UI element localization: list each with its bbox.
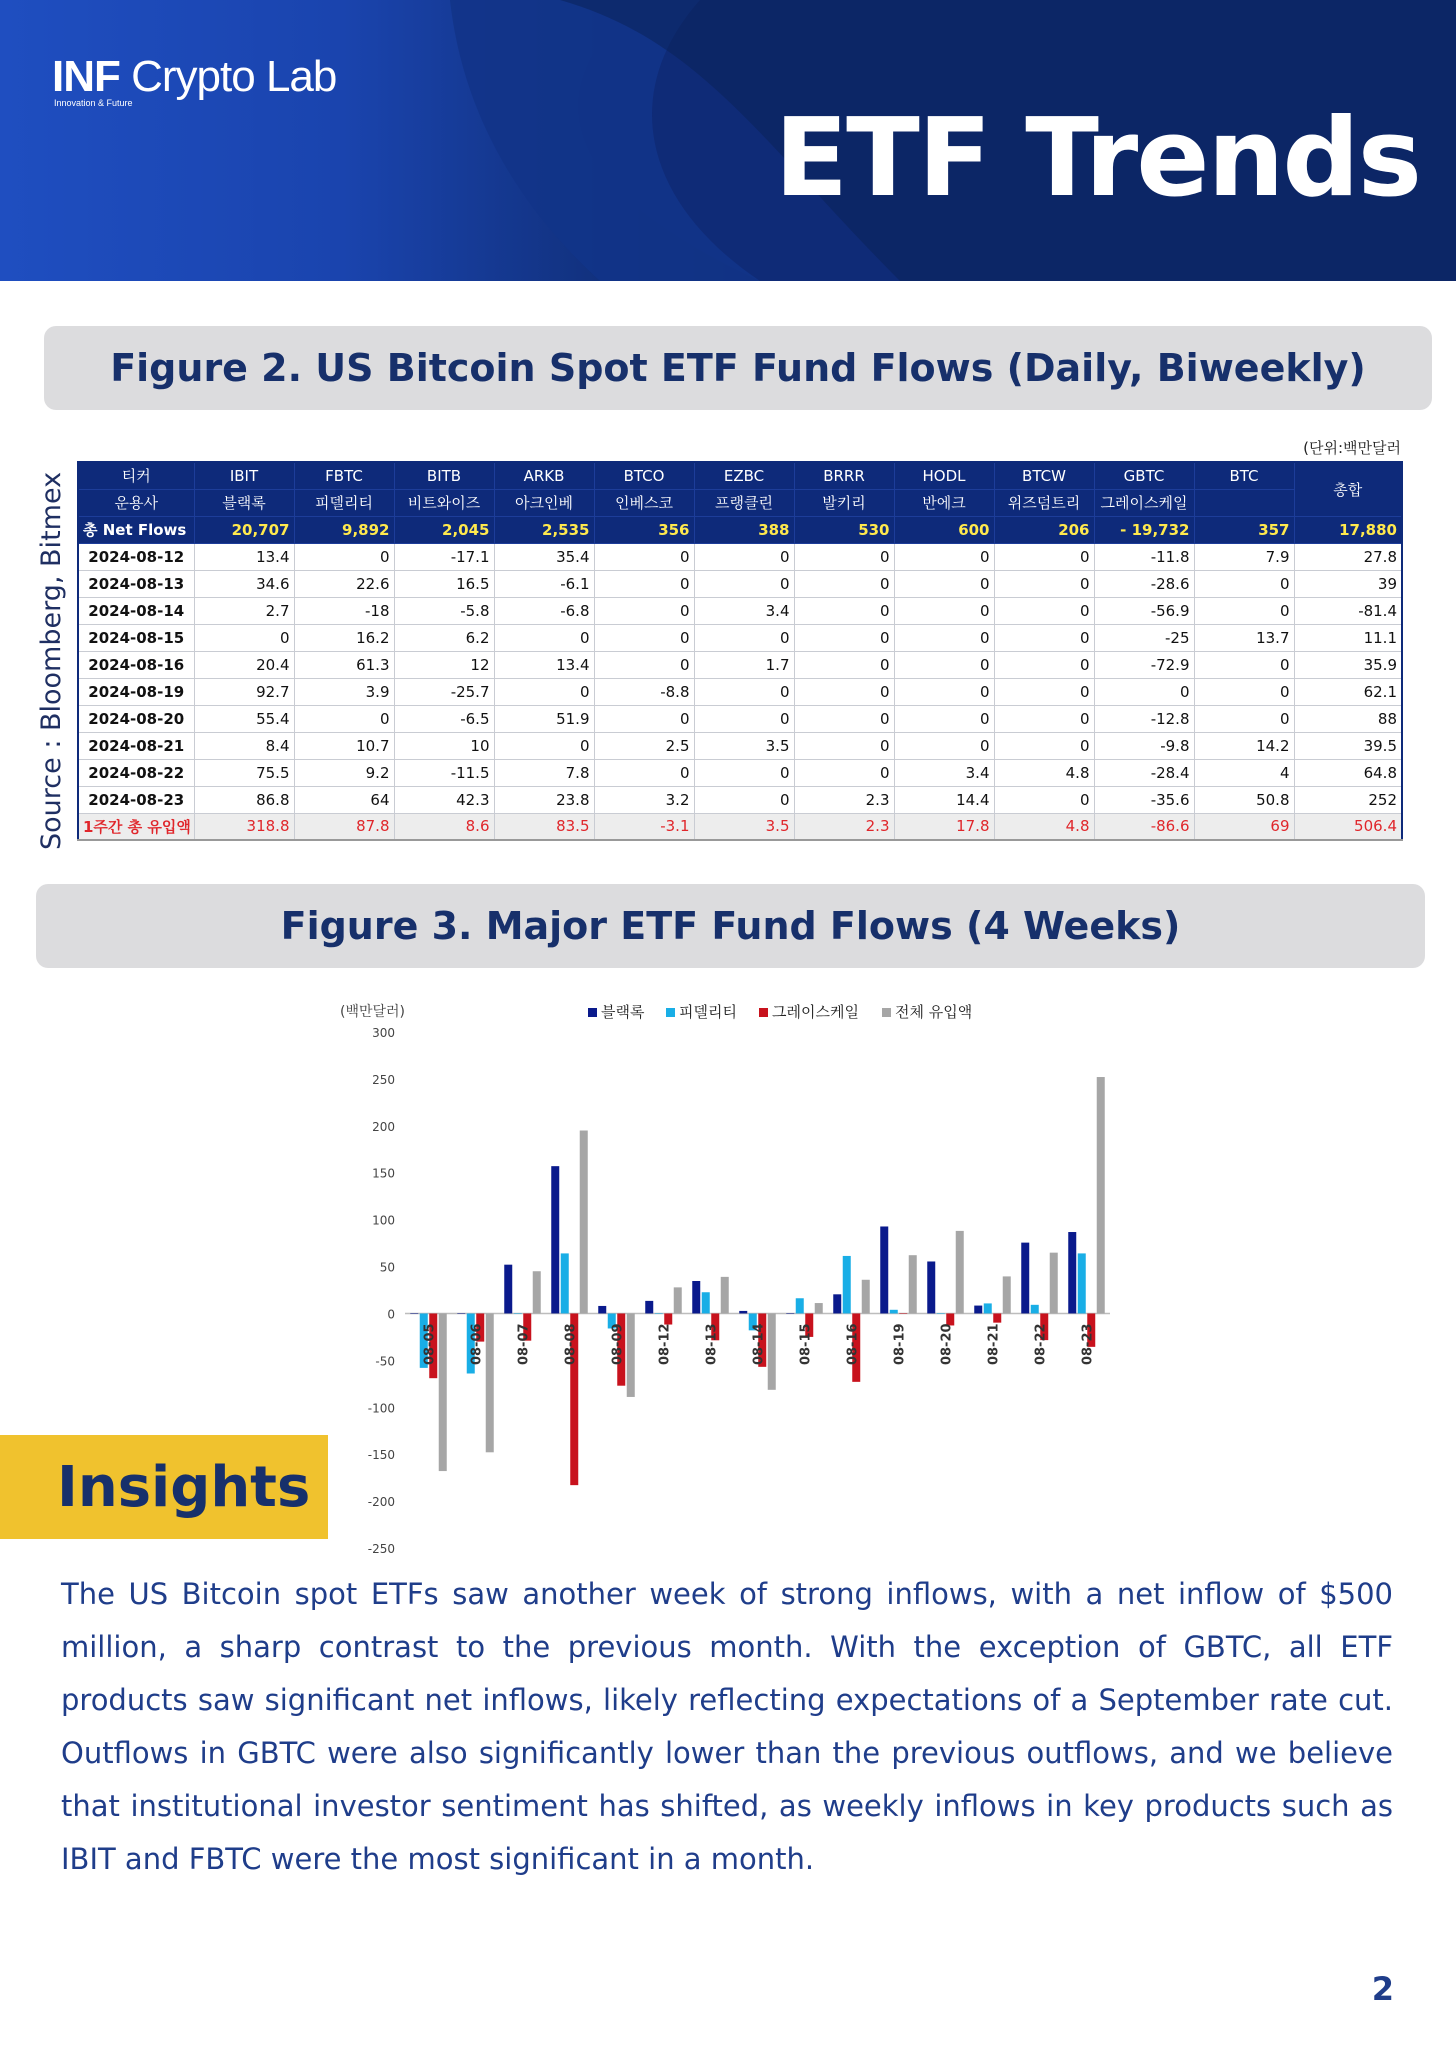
table-cell: 0	[1094, 678, 1194, 705]
table-cell: 86.8	[194, 786, 294, 813]
ticker-header: BTCO	[594, 462, 694, 489]
table-cell: -8.8	[594, 678, 694, 705]
table-cell: 252	[1294, 786, 1402, 813]
table-cell: 0	[994, 570, 1094, 597]
x-tick-label: 08-19	[892, 1323, 908, 1366]
table-cell: 39	[1294, 570, 1402, 597]
table-cell: 0	[994, 678, 1094, 705]
weekly-total-value: 506.4	[1294, 813, 1402, 840]
table-cell: -11.5	[394, 759, 494, 786]
bar	[1021, 1243, 1029, 1314]
table-row	[78, 759, 1402, 786]
table-cell: 3.5	[694, 732, 794, 759]
figure2-title: Figure 2. US Bitcoin Spot ETF Fund Flows (Daily, Biweekly)	[110, 346, 1366, 390]
inf-crypto-lab-logo	[52, 52, 336, 108]
table-cell: 4.8	[994, 759, 1094, 786]
bar	[664, 1313, 672, 1324]
weekly-total-value: 4.8	[994, 813, 1094, 840]
bar	[1050, 1253, 1058, 1314]
legend-swatch	[588, 1008, 597, 1017]
table-cell: -56.9	[1094, 597, 1194, 624]
x-tick-label: 08-21	[986, 1323, 1002, 1366]
ticker-header: BRRR	[794, 462, 894, 489]
y-tick-label: -250	[367, 1542, 395, 1556]
table-cell: 0	[894, 705, 994, 732]
table-row	[78, 678, 1402, 705]
row-date: 2024-08-23	[78, 786, 194, 813]
figure3-title-bar	[36, 884, 1425, 968]
legend-swatch	[666, 1008, 675, 1017]
x-tick-label: 08-06	[469, 1323, 485, 1366]
table-cell: 0	[694, 678, 794, 705]
bar	[815, 1303, 823, 1313]
table-cell: 2.3	[794, 786, 894, 813]
table-cell: 10.7	[294, 732, 394, 759]
table-cell: 14.4	[894, 786, 994, 813]
table-cell: 0	[794, 678, 894, 705]
net-flows-value: - 19,732	[1094, 516, 1194, 543]
table-cell: 7.9	[1194, 543, 1294, 570]
ticker-header: EZBC	[694, 462, 794, 489]
table-cell: 35.4	[494, 543, 594, 570]
ticker-header: IBIT	[194, 462, 294, 489]
x-tick-label: 08-05	[422, 1323, 438, 1366]
bar	[486, 1313, 494, 1452]
bar	[786, 1313, 794, 1314]
net-flows-value: 600	[894, 516, 994, 543]
bar	[833, 1294, 841, 1313]
weekly-total-value: 87.8	[294, 813, 394, 840]
bar	[862, 1280, 870, 1314]
net-flows-value: 388	[694, 516, 794, 543]
ticker-header: HODL	[894, 462, 994, 489]
issuer-header: 발키리	[794, 489, 894, 516]
x-tick-label: 08-14	[751, 1323, 767, 1366]
table-cell: 0	[994, 543, 1094, 570]
table-cell: 0	[594, 570, 694, 597]
weekly-total-value: 8.6	[394, 813, 494, 840]
table-cell: 3.4	[694, 597, 794, 624]
table-cell: 1.7	[694, 651, 794, 678]
table-row	[78, 732, 1402, 759]
weekly-total-value: 17.8	[894, 813, 994, 840]
bar	[627, 1313, 635, 1396]
table-cell: 0	[794, 597, 894, 624]
table-cell: -81.4	[1294, 597, 1402, 624]
row-date: 2024-08-21	[78, 732, 194, 759]
net-flows-value: 356	[594, 516, 694, 543]
logo-inf: INF	[52, 52, 120, 101]
net-flows-label: 총 Net Flows	[78, 516, 194, 543]
table-cell: 12	[394, 651, 494, 678]
table-cell: 75.5	[194, 759, 294, 786]
ticker-row	[78, 462, 1402, 489]
bar	[692, 1281, 700, 1313]
ticker-header: GBTC	[1094, 462, 1194, 489]
header-banner	[0, 0, 1456, 281]
x-tick-label: 08-09	[610, 1323, 626, 1366]
net-flows-value: 17,880	[1294, 516, 1402, 543]
table-cell: 23.8	[494, 786, 594, 813]
table-cell: 64.8	[1294, 759, 1402, 786]
table-cell: 27.8	[1294, 543, 1402, 570]
y-tick-label: 250	[372, 1072, 395, 1087]
table-cell: -28.6	[1094, 570, 1194, 597]
table-cell: 34.6	[194, 570, 294, 597]
weekly-total-value: 318.8	[194, 813, 294, 840]
table-row	[78, 597, 1402, 624]
bar	[1068, 1232, 1076, 1313]
table-cell: 11.1	[1294, 624, 1402, 651]
legend-label: 피델리티	[679, 1003, 737, 1021]
table-cell: 0	[694, 570, 794, 597]
issuer-header: 인베스코	[594, 489, 694, 516]
insights-paragraph: The US Bitcoin spot ETFs saw another week of strong inflows, with a net inflow of $500 million, a sharp contrast to the previous month. With the exception of GBTC, all ETF products saw significant net inflows, likely reflecting expectations of a September rate cut. Outflows in GBTC were also significantly lower than the previous outflows, and we believe that institutional investor sentiment has shifted, as weekly inflows in key products such as IBIT and FBTC were the most significant in a month.	[61, 1577, 1393, 1876]
table-cell: 0	[494, 624, 594, 651]
ticker-header: BITB	[394, 462, 494, 489]
logo-crypto-lab: Crypto Lab	[131, 52, 337, 101]
bar	[739, 1311, 747, 1314]
net-flows-value: 2,535	[494, 516, 594, 543]
legend-label: 블랙록	[601, 1003, 645, 1021]
legend-swatch	[759, 1008, 768, 1017]
table-cell: 0	[994, 597, 1094, 624]
table-cell: 0	[194, 624, 294, 651]
table-cell: 0	[794, 705, 894, 732]
table-row	[78, 705, 1402, 732]
figure2-title-bar	[44, 326, 1432, 410]
y-tick-label: -50	[375, 1354, 395, 1369]
table-cell: -9.8	[1094, 732, 1194, 759]
table-row	[78, 624, 1402, 651]
y-tick-label: 200	[372, 1119, 395, 1134]
row-date: 2024-08-19	[78, 678, 194, 705]
weekly-total-value: 69	[1194, 813, 1294, 840]
x-tick-label: 08-13	[704, 1323, 720, 1366]
weekly-total-label: 1주간 총 유입액	[78, 813, 194, 840]
logo-tagline: Innovation & Future	[54, 98, 133, 108]
net-flows-value: 530	[794, 516, 894, 543]
bar	[655, 1313, 663, 1314]
issuer-header: 블랙록	[194, 489, 294, 516]
bar	[880, 1226, 888, 1313]
net-flows-value: 206	[994, 516, 1094, 543]
table-cell: 0	[794, 570, 894, 597]
x-tick-label: 08-20	[939, 1323, 955, 1366]
table-cell: 55.4	[194, 705, 294, 732]
etf-flows-table	[77, 461, 1403, 841]
table-cell: 0	[494, 678, 594, 705]
bar	[927, 1261, 935, 1313]
bar	[768, 1313, 776, 1389]
table-cell: 50.8	[1194, 786, 1294, 813]
table-cell: 0	[994, 624, 1094, 651]
y-tick-label: 100	[372, 1213, 395, 1228]
row-date: 2024-08-16	[78, 651, 194, 678]
net-flows-value: 2,045	[394, 516, 494, 543]
bar	[504, 1265, 512, 1314]
table-cell: 0	[594, 651, 694, 678]
bar	[702, 1292, 710, 1313]
table-cell: 88	[1294, 705, 1402, 732]
figure3-title: Figure 3. Major ETF Fund Flows (4 Weeks)	[280, 904, 1181, 948]
net-flows-value: 357	[1194, 516, 1294, 543]
table-cell: -28.4	[1094, 759, 1194, 786]
table-cell: 13.7	[1194, 624, 1294, 651]
table-cell: 0	[994, 651, 1094, 678]
table-cell: 0	[794, 732, 894, 759]
table-cell: 0	[894, 624, 994, 651]
table-cell: 0	[794, 759, 894, 786]
x-tick-label: 08-07	[516, 1323, 532, 1366]
bar	[580, 1131, 588, 1314]
row-date: 2024-08-12	[78, 543, 194, 570]
table-row	[78, 543, 1402, 570]
table-cell: 0	[294, 543, 394, 570]
etf-flows-bar-chart	[320, 992, 1120, 1566]
table-cell: 0	[894, 543, 994, 570]
y-axis-label: (백만달러)	[340, 1004, 406, 1020]
ticker-header: BTC	[1194, 462, 1294, 489]
y-tick-label: 50	[379, 1260, 395, 1275]
table-cell: 0	[994, 732, 1094, 759]
table-cell: 0	[1194, 570, 1294, 597]
y-tick-label: 0	[387, 1307, 395, 1322]
bar	[796, 1298, 804, 1313]
issuer-header	[1194, 489, 1294, 516]
ticker-label: 티커	[78, 462, 194, 489]
weekly-total-value: 83.5	[494, 813, 594, 840]
weekly-total-value: -86.6	[1094, 813, 1194, 840]
table-cell: 9.2	[294, 759, 394, 786]
table-cell: 2.7	[194, 597, 294, 624]
table-cell: 22.6	[294, 570, 394, 597]
table-cell: 0	[794, 651, 894, 678]
y-tick-label: 300	[372, 1026, 395, 1040]
table-cell: 64	[294, 786, 394, 813]
table-cell: 0	[894, 651, 994, 678]
table-cell: 16.2	[294, 624, 394, 651]
table-cell: 0	[1194, 705, 1294, 732]
issuer-header: 비트와이즈	[394, 489, 494, 516]
table-cell: 35.9	[1294, 651, 1402, 678]
bar	[598, 1306, 606, 1314]
table-cell: 0	[894, 732, 994, 759]
bar	[909, 1255, 917, 1313]
bar	[937, 1313, 945, 1314]
table-cell: 0	[894, 570, 994, 597]
table-cell: 13.4	[194, 543, 294, 570]
table-cell: 0	[694, 624, 794, 651]
table-cell: 4	[1194, 759, 1294, 786]
bar	[561, 1253, 569, 1313]
insights-banner	[0, 1435, 328, 1539]
table-cell: 0	[594, 705, 694, 732]
x-tick-label: 08-15	[798, 1323, 814, 1366]
row-date: 2024-08-22	[78, 759, 194, 786]
table-cell: -6.8	[494, 597, 594, 624]
x-tick-label: 08-12	[657, 1323, 673, 1366]
table-cell: 61.3	[294, 651, 394, 678]
table-row	[78, 651, 1402, 678]
table-cell: 0	[594, 624, 694, 651]
bar	[721, 1277, 729, 1314]
bar	[890, 1310, 898, 1314]
bar	[974, 1306, 982, 1314]
table-cell: 2.5	[594, 732, 694, 759]
table-cell: 16.5	[394, 570, 494, 597]
table-cell: 42.3	[394, 786, 494, 813]
table-cell: 0	[594, 543, 694, 570]
issuer-header: 그레이스케일	[1094, 489, 1194, 516]
x-tick-label: 08-16	[845, 1323, 861, 1366]
bar	[956, 1231, 964, 1314]
table-cell: 8.4	[194, 732, 294, 759]
table-cell: 3.9	[294, 678, 394, 705]
table-cell: -5.8	[394, 597, 494, 624]
y-tick-label: -100	[367, 1401, 395, 1416]
bar	[1097, 1077, 1105, 1313]
issuer-header: 프랭클린	[694, 489, 794, 516]
table-cell: 0	[1194, 597, 1294, 624]
issuer-label: 운용사	[78, 489, 194, 516]
total-header: 총합	[1294, 462, 1402, 516]
bar	[1003, 1276, 1011, 1313]
weekly-total-row	[78, 813, 1402, 840]
net-flows-value: 9,892	[294, 516, 394, 543]
table-cell: 0	[794, 624, 894, 651]
y-tick-label: 150	[372, 1166, 395, 1181]
weekly-total-value: 3.5	[694, 813, 794, 840]
table-cell: 0	[694, 543, 794, 570]
row-date: 2024-08-13	[78, 570, 194, 597]
table-cell: -11.8	[1094, 543, 1194, 570]
table-cell: 0	[894, 678, 994, 705]
table-cell: -25.7	[394, 678, 494, 705]
bar	[984, 1303, 992, 1313]
ticker-header: BTCW	[994, 462, 1094, 489]
legend-label: 그레이스케일	[772, 1003, 859, 1021]
table-cell: 20.4	[194, 651, 294, 678]
table-cell: 0	[694, 705, 794, 732]
table-cell: 3.4	[894, 759, 994, 786]
bar	[551, 1166, 559, 1313]
table-cell: 0	[794, 543, 894, 570]
row-date: 2024-08-14	[78, 597, 194, 624]
bar	[1078, 1253, 1086, 1313]
legend-swatch	[882, 1008, 891, 1017]
bar	[993, 1313, 1001, 1322]
bar	[439, 1313, 447, 1471]
x-tick-label: 08-22	[1033, 1323, 1049, 1366]
table-cell: 0	[494, 732, 594, 759]
bar	[1031, 1305, 1039, 1314]
issuer-header: 피델리티	[294, 489, 394, 516]
page-number: 2	[1371, 1970, 1394, 2008]
table-cell: 0	[1194, 678, 1294, 705]
table-cell: 0	[994, 786, 1094, 813]
table-unit-label: (단위:백만달러	[1303, 439, 1401, 457]
table-cell: 0	[594, 759, 694, 786]
bar	[645, 1301, 653, 1314]
weekly-total-value: -3.1	[594, 813, 694, 840]
issuer-header: 반에크	[894, 489, 994, 516]
bar	[899, 1313, 907, 1314]
ticker-header: FBTC	[294, 462, 394, 489]
table-cell: -72.9	[1094, 651, 1194, 678]
table-cell: 0	[694, 759, 794, 786]
table-cell: 0	[294, 705, 394, 732]
x-tick-label: 08-08	[563, 1323, 579, 1366]
bar	[843, 1256, 851, 1314]
table-cell: 62.1	[1294, 678, 1402, 705]
issuer-header: 위즈덤트리	[994, 489, 1094, 516]
table-cell: -18	[294, 597, 394, 624]
net-flows-value: 20,707	[194, 516, 294, 543]
table-cell: 0	[894, 597, 994, 624]
table-cell: 0	[594, 597, 694, 624]
bar	[514, 1313, 522, 1314]
y-tick-label: -150	[367, 1448, 395, 1463]
bar	[533, 1271, 541, 1313]
weekly-total-value: 2.3	[794, 813, 894, 840]
table-cell: -6.1	[494, 570, 594, 597]
legend-label: 전체 유입액	[895, 1003, 973, 1021]
bar	[410, 1313, 418, 1314]
y-tick-label: -200	[367, 1495, 395, 1510]
net-flows-row	[78, 516, 1402, 543]
table-row	[78, 786, 1402, 813]
table-cell: -35.6	[1094, 786, 1194, 813]
insights-heading: Insights	[57, 1454, 311, 1520]
table-cell: -17.1	[394, 543, 494, 570]
row-date: 2024-08-15	[78, 624, 194, 651]
table-cell: 0	[694, 786, 794, 813]
table-cell: 51.9	[494, 705, 594, 732]
table-cell: 14.2	[1194, 732, 1294, 759]
issuer-header: 아크인베	[494, 489, 594, 516]
page-title: ETF Trends	[774, 96, 1420, 221]
issuer-row	[78, 489, 1402, 516]
table-row	[78, 570, 1402, 597]
table-cell: -6.5	[394, 705, 494, 732]
table-cell: 13.4	[494, 651, 594, 678]
bar	[674, 1287, 682, 1313]
source-text: Source : Bloomberg, Bitmex	[36, 471, 67, 850]
table-cell: 3.2	[594, 786, 694, 813]
row-date: 2024-08-20	[78, 705, 194, 732]
table-cell: 0	[994, 705, 1094, 732]
table-cell: 10	[394, 732, 494, 759]
bar	[457, 1313, 465, 1314]
table-cell: 7.8	[494, 759, 594, 786]
table-cell: -12.8	[1094, 705, 1194, 732]
x-tick-label: 08-23	[1080, 1323, 1096, 1366]
ticker-header: ARKB	[494, 462, 594, 489]
table-cell: -25	[1094, 624, 1194, 651]
table-cell: 0	[1194, 651, 1294, 678]
table-cell: 92.7	[194, 678, 294, 705]
table-cell: 39.5	[1294, 732, 1402, 759]
table-cell: 6.2	[394, 624, 494, 651]
